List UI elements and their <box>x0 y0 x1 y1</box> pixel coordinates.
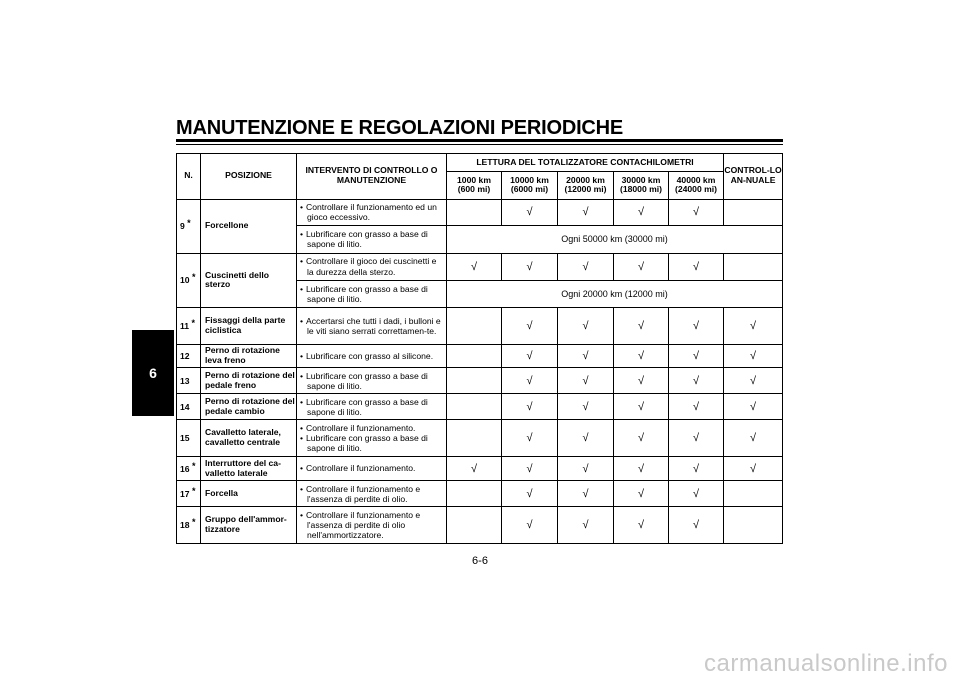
asterisk-mark: * <box>191 485 196 496</box>
action-list <box>300 202 443 223</box>
item-position: Interruttore del ca-valletto laterale <box>201 456 297 480</box>
action-list <box>300 397 443 418</box>
check-mark: √ <box>614 507 669 544</box>
item-number <box>177 507 201 544</box>
empty-cell <box>447 308 502 345</box>
item-action <box>297 481 447 507</box>
check-mark: √ <box>558 481 614 507</box>
header-position: POSIZIONE <box>201 154 297 200</box>
empty-cell <box>447 481 502 507</box>
item-number <box>177 456 201 480</box>
item-position: Perno di rotazione del pedale cambio <box>201 394 297 420</box>
interval-note: Ogni 20000 km (12000 mi) <box>447 280 783 307</box>
check-mark: √ <box>724 420 783 457</box>
item-number-text: 11 <box>180 321 190 332</box>
check-mark: √ <box>558 253 614 280</box>
asterisk-mark: * <box>191 517 196 528</box>
interval-note: Ogni 50000 km (30000 mi) <box>447 226 783 253</box>
header-interval <box>558 172 614 199</box>
check-mark: √ <box>558 394 614 420</box>
check-mark: √ <box>558 507 614 544</box>
header-n: N. <box>177 154 201 200</box>
action-text: • Controllare il gioco dei cuscinetti e la durezza della sterzo. <box>300 256 443 277</box>
item-position: Gruppo dell'ammor-tizzatore <box>201 507 297 544</box>
check-mark: √ <box>724 308 783 345</box>
empty-cell <box>447 368 502 394</box>
table-row <box>177 199 783 225</box>
item-action <box>297 368 447 394</box>
item-number <box>177 253 201 308</box>
item-number <box>177 199 201 253</box>
empty-cell <box>724 481 783 507</box>
action-text: • Controllare il funzionamento ed un gioco eccessivo. <box>300 202 443 223</box>
page-number: 6-6 <box>472 555 488 567</box>
table-row <box>177 481 783 507</box>
item-number <box>177 394 201 420</box>
action-text: • Lubrificare con grasso a base di sapone di litio. <box>300 284 443 305</box>
item-action <box>297 253 447 280</box>
check-mark: √ <box>502 199 558 225</box>
interval-mi: (24000 mi) <box>674 184 718 195</box>
empty-cell <box>447 199 502 225</box>
interval-km: 10000 km <box>510 174 549 185</box>
item-action <box>297 420 447 457</box>
check-mark: √ <box>614 344 669 367</box>
interval-mi: (6000 mi) <box>510 184 549 195</box>
asterisk-mark: * <box>191 318 195 329</box>
header-intervention: INTERVENTO DI CONTROLLO O MANUTENZIONE <box>297 154 447 200</box>
title-rule-thin <box>176 144 783 145</box>
check-mark: √ <box>502 253 558 280</box>
asterisk-mark: * <box>191 272 196 283</box>
interval-km: 40000 km <box>676 174 716 185</box>
action-text: • Lubrificare con grasso al silicone. <box>300 351 443 361</box>
check-mark: √ <box>724 368 783 394</box>
check-mark: √ <box>502 394 558 420</box>
header-interval <box>447 172 502 199</box>
asterisk-mark: * <box>187 218 191 229</box>
check-mark: √ <box>447 253 502 280</box>
maintenance-table <box>176 153 783 544</box>
table-row <box>177 368 783 394</box>
item-number <box>177 481 201 507</box>
action-list <box>300 423 443 454</box>
item-position: Forcella <box>201 481 297 507</box>
action-text: • Accertarsi che tutti i dadi, i bulloni e le viti siano serrati correttamen-te. <box>300 316 443 337</box>
header-interval <box>614 172 669 199</box>
table-row <box>177 253 783 280</box>
item-position: Perno di rotazione leva freno <box>201 344 297 367</box>
header-annual-control: CONTROL-LO AN-NUALE <box>724 154 783 200</box>
table-row <box>177 420 783 457</box>
check-mark: √ <box>614 456 669 480</box>
item-number-text: 18 <box>180 520 190 531</box>
header-interval <box>502 172 558 199</box>
interval-km: 20000 km <box>566 174 605 185</box>
check-mark: √ <box>502 420 558 457</box>
check-mark: √ <box>558 456 614 480</box>
check-mark: √ <box>669 481 724 507</box>
item-position: Cavalletto laterale, cavalletto centrale <box>201 420 297 457</box>
empty-cell <box>447 394 502 420</box>
action-text: • Lubrificare con grasso a base di sapone di litio. <box>300 371 443 392</box>
item-number-text: 15 <box>180 433 190 444</box>
item-number-text: 9 <box>180 221 185 232</box>
item-number-text: 14 <box>180 401 190 412</box>
item-action <box>297 226 447 253</box>
interval-mi: (12000 mi) <box>564 184 607 195</box>
item-action <box>297 280 447 307</box>
check-mark: √ <box>558 368 614 394</box>
empty-cell <box>447 344 502 367</box>
check-mark: √ <box>614 253 669 280</box>
check-mark: √ <box>669 344 724 367</box>
item-position: Forcellone <box>201 199 297 253</box>
watermark: carmanualsonline.info <box>704 650 948 677</box>
check-mark: √ <box>669 199 724 225</box>
action-list <box>300 229 443 250</box>
item-position: Cuscinetti dello sterzo <box>201 253 297 308</box>
check-mark: √ <box>724 344 783 367</box>
empty-cell <box>724 199 783 225</box>
check-mark: √ <box>724 394 783 420</box>
action-list <box>300 256 443 277</box>
check-mark: √ <box>502 368 558 394</box>
title-rule-thick <box>176 139 783 142</box>
item-number <box>177 344 201 367</box>
table-row <box>177 344 783 367</box>
action-text: • Lubrificare con grasso a base di sapone di litio. <box>300 433 443 454</box>
check-mark: √ <box>614 394 669 420</box>
check-mark: √ <box>502 344 558 367</box>
item-action <box>297 308 447 345</box>
item-action <box>297 394 447 420</box>
interval-mi: (18000 mi) <box>619 184 663 195</box>
check-mark: √ <box>669 394 724 420</box>
action-list <box>300 510 443 541</box>
item-number <box>177 368 201 394</box>
item-action <box>297 344 447 367</box>
check-mark: √ <box>558 420 614 457</box>
check-mark: √ <box>558 308 614 345</box>
check-mark: √ <box>502 308 558 345</box>
check-mark: √ <box>669 308 724 345</box>
action-text: • Lubrificare con grasso a base di sapone di litio. <box>300 229 443 250</box>
check-mark: √ <box>614 308 669 345</box>
item-number-text: 17 <box>180 488 190 499</box>
action-list <box>300 351 443 361</box>
action-text: • Controllare il funzionamento. <box>300 423 443 433</box>
empty-cell <box>724 507 783 544</box>
table-row <box>177 507 783 544</box>
empty-cell <box>447 507 502 544</box>
item-number <box>177 420 201 457</box>
check-mark: √ <box>669 456 724 480</box>
action-text: • Controllare il funzionamento e l'assenza di perdite di olio nell'ammortizzatore. <box>300 510 443 541</box>
action-list <box>300 484 443 505</box>
item-position: Fissaggi della parte ciclistica <box>201 308 297 345</box>
check-mark: √ <box>502 507 558 544</box>
interval-km: 1000 km <box>457 174 491 185</box>
check-mark: √ <box>558 199 614 225</box>
item-number-text: 16 <box>180 463 190 474</box>
item-action <box>297 199 447 225</box>
header-interval <box>669 172 724 199</box>
item-action <box>297 456 447 480</box>
check-mark: √ <box>614 481 669 507</box>
check-mark: √ <box>669 507 724 544</box>
item-position: Perno di rotazione del pedale freno <box>201 368 297 394</box>
action-text: • Controllare il funzionamento. <box>300 463 443 473</box>
interval-mi: (600 mi) <box>457 184 491 195</box>
check-mark: √ <box>669 420 724 457</box>
table-row <box>177 308 783 345</box>
item-number-text: 13 <box>180 375 190 386</box>
empty-cell <box>724 253 783 280</box>
check-mark: √ <box>502 456 558 480</box>
item-number-text: 12 <box>180 351 190 362</box>
check-mark: √ <box>614 420 669 457</box>
item-number <box>177 308 201 345</box>
check-mark: √ <box>614 199 669 225</box>
check-mark: √ <box>669 368 724 394</box>
interval-km: 30000 km <box>621 174 661 185</box>
action-text: • Lubrificare con grasso a base di sapone di litio. <box>300 397 443 418</box>
check-mark: √ <box>614 368 669 394</box>
page-title: MANUTENZIONE E REGOLAZIONI PERIODICHE <box>176 117 624 139</box>
table-row <box>177 394 783 420</box>
action-list <box>300 316 443 337</box>
table-row <box>177 456 783 480</box>
action-list <box>300 284 443 305</box>
check-mark: √ <box>502 481 558 507</box>
asterisk-mark: * <box>191 460 196 471</box>
check-mark: √ <box>669 253 724 280</box>
action-list <box>300 371 443 392</box>
item-action <box>297 507 447 544</box>
chapter-tab: 6 <box>132 330 174 416</box>
action-text: • Controllare il funzionamento e l'assenza di perdite di olio. <box>300 484 443 505</box>
empty-cell <box>447 420 502 457</box>
item-number-text: 10 <box>180 275 190 286</box>
check-mark: √ <box>724 456 783 480</box>
check-mark: √ <box>447 456 502 480</box>
check-mark: √ <box>558 344 614 367</box>
header-odometer: LETTURA DEL TOTALIZZATORE CONTACHILOMETRI <box>447 154 724 172</box>
action-list <box>300 463 443 473</box>
